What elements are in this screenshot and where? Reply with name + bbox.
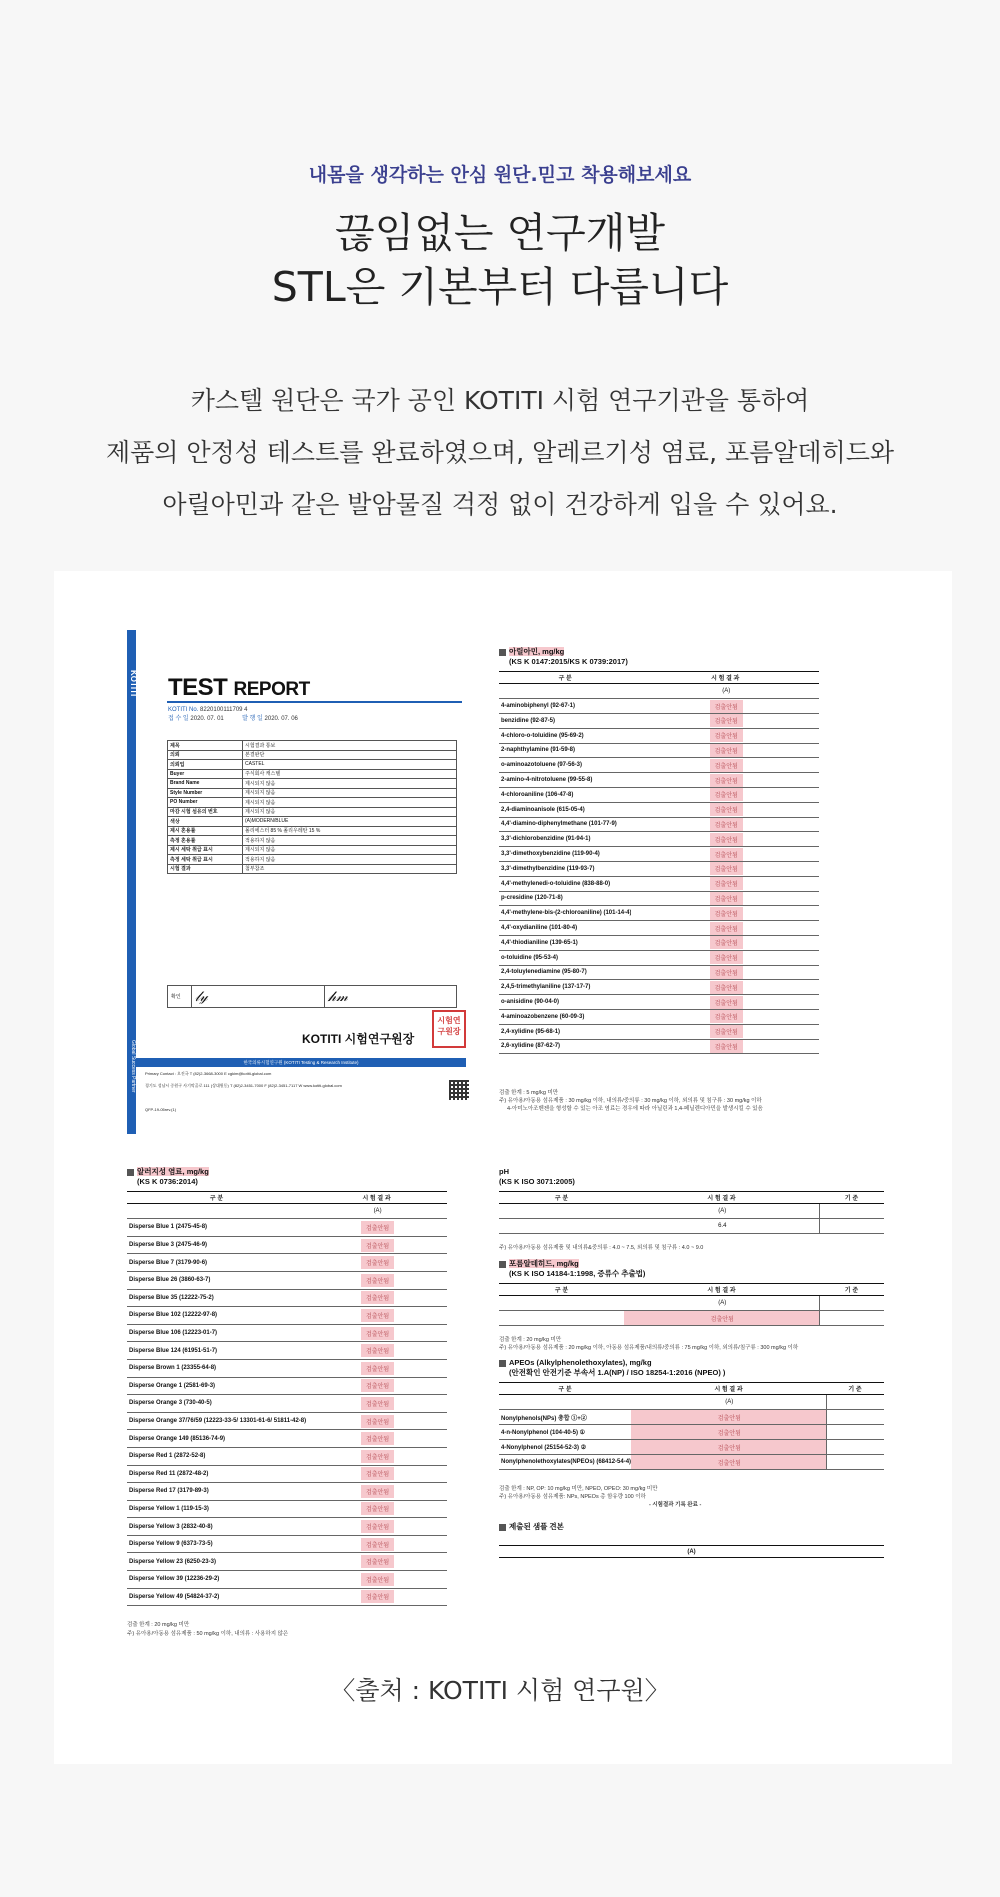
result-row-label: Disperse Blue 124 (61951-51-7) xyxy=(127,1342,306,1360)
result-row xyxy=(499,743,819,758)
result-row-label: Disperse Red 1 (2872-52-8) xyxy=(127,1447,306,1465)
result-row xyxy=(499,995,819,1010)
report-info-label: 제시 세탁 취급 표시 xyxy=(168,845,243,855)
result-row-value: 검출안됨 xyxy=(631,1410,826,1425)
result-row xyxy=(499,699,819,714)
result-row xyxy=(127,1342,447,1360)
report-info-label: Style Number xyxy=(168,788,243,798)
result-row xyxy=(127,1483,447,1501)
result-row xyxy=(499,906,819,921)
formaldehyde-table: 구 분 시 험 결 과 기 준 (A) 검출안됨 xyxy=(499,1283,884,1326)
date-issued-label: 발 행 일 xyxy=(242,716,263,722)
formaldehyde-limit: 검출 한계 : 20 mg/kg 미만 xyxy=(499,1337,562,1343)
report-info-value: 제시되지 않음 xyxy=(243,798,457,808)
report-info-label: PO Number xyxy=(168,798,243,808)
report-info-label: 시험 결과 xyxy=(168,864,243,874)
result-row xyxy=(499,1440,884,1455)
arylamine-method: (KS K 0147:2015/KS K 0739:2017) xyxy=(509,657,628,666)
result-row xyxy=(499,891,819,906)
result-row xyxy=(127,1307,447,1325)
result-row-value: 검출안됨 xyxy=(631,1039,819,1054)
result-row xyxy=(499,713,819,728)
result-row-label: Disperse Blue 3 (2475-46-9) xyxy=(127,1236,306,1254)
result-row xyxy=(499,1410,884,1425)
result-row xyxy=(499,1039,819,1054)
report-info-row xyxy=(168,864,457,874)
result-row-label: 4,4'-methylenedi-o-toluidine (838-88-0) xyxy=(499,876,631,891)
report-info-value: 주식회사 캐스텔 xyxy=(243,769,457,779)
result-row-label: o-anisidine (90-04-0) xyxy=(499,995,631,1010)
report-info-label: 측정 혼용률 xyxy=(168,836,243,846)
result-row-label: 4,4'-oxydianiline (101-80-4) xyxy=(499,921,631,936)
result-row xyxy=(127,1518,447,1536)
result-row-value: 검출안됨 xyxy=(306,1483,447,1501)
report-info-value: 적용하지 않음 xyxy=(243,836,457,846)
result-row xyxy=(127,1289,447,1307)
result-row-value: 검출안됨 xyxy=(631,773,819,788)
report-info-row xyxy=(168,845,457,855)
result-row xyxy=(499,861,819,876)
result-row-value: 검출안됨 xyxy=(631,847,819,862)
result-row-value: 검출안됨 xyxy=(306,1236,447,1254)
source-caption: 〈출처 : KOTITI 시험 연구원〉 xyxy=(330,1676,670,1705)
report-info-row xyxy=(168,817,457,827)
result-row xyxy=(127,1553,447,1571)
result-row-label: Nonylphenolethoxylates(NPEOs) (68412-54-4) xyxy=(499,1455,631,1470)
col-result: 시 험 결 과 xyxy=(631,672,819,684)
apeo-note: 주) 유아용/아동용 섬유제품: NPs, NPEOs 총 함유량 100 이하 xyxy=(499,1494,646,1500)
result-row-label: 3,3'-dimethylbenzidine (119-93-7) xyxy=(499,861,631,876)
result-row-value: 검출안됨 xyxy=(631,1455,826,1470)
result-row-label: Disperse Blue 35 (12222-75-2) xyxy=(127,1289,306,1307)
result-row xyxy=(499,1009,819,1024)
result-row-label: 3,3'-dimethoxybenzidine (119-90-4) xyxy=(499,847,631,862)
report-footer-bar: 한국의류시험연구원 (KOTITI Testing & Research Institute) xyxy=(136,1058,466,1067)
description-line-2: 제품의 안정성 테스트를 완료하였으며, 알레르기성 염료, 포름알데히드와 xyxy=(105,438,895,467)
sample-heading: 제출된 샘플 견본 xyxy=(499,1522,564,1532)
result-row-label: 2,4,5-trimethylaniline (137-17-7) xyxy=(499,980,631,995)
headline xyxy=(0,206,1000,314)
result-row-value: 검출안됨 xyxy=(631,699,819,714)
report-info-label: 제목 xyxy=(168,741,243,751)
report-no: 8220100111709 4 xyxy=(200,707,248,713)
arylamine-limit: 검출 한계 : 5 mg/kg 미만 xyxy=(499,1090,559,1096)
result-row xyxy=(127,1535,447,1553)
headline-line-1: 끊임없는 연구개발 xyxy=(335,209,665,257)
result-row-label: 4-chloro-o-toluidine (95-69-2) xyxy=(499,728,631,743)
ph-formaldehyde-apeo-sheet xyxy=(499,1167,887,1587)
formaldehyde-note: 주) 유아용/아동용 섬유제품 : 20 mg/kg 이하, 아동용 섬유제품/내의류/중의류 : 75 mg/kg 이하, 외의류/침구류 : 300 mg/kg 이하 xyxy=(499,1345,799,1351)
allergenic-dye-heading: 알러지성 염료, mg/kg (KS K 0736:2014) xyxy=(127,1167,467,1187)
result-row-value: 검출안됨 xyxy=(631,980,819,995)
footer-address: 경기도 성남시 중원구 사기막골로 111 (상대원동) T (82)2-3451-7000 F (82)2-3451-7117 W www.kotiti-global.com xyxy=(145,1083,342,1088)
result-row-label: Disperse Yellow 23 (6250-23-3) xyxy=(127,1553,306,1571)
report-info-row xyxy=(168,760,457,770)
report-info-row xyxy=(168,826,457,836)
result-row-label: 4-aminobiphenyl (92-67-1) xyxy=(499,699,631,714)
kicker-text: 내몸을 생각하는 안심 원단.믿고 착용해보세요 xyxy=(308,164,692,186)
result-row xyxy=(499,817,819,832)
ph-note: 주) 유아용/아동용 섬유제품 및 내의류&중의류 : 4.0 ~ 7.5, 외의류 및 침구류 : 4.0 ~ 9.0 xyxy=(499,1245,704,1251)
result-row xyxy=(499,965,819,980)
result-row-label: Disperse Blue 106 (12223-01-7) xyxy=(127,1324,306,1342)
result-row-label: Disperse Yellow 49 (54824-37-2) xyxy=(127,1588,306,1606)
report-info-row xyxy=(168,855,457,865)
report-info-value: 첨부참조 xyxy=(243,864,457,874)
result-row-value: 검출안됨 xyxy=(306,1588,447,1606)
report-info-value: 폴리에스터 85 % 폴리우레탄 15 % xyxy=(243,826,457,836)
result-row-label: Disperse Red 17 (3179-89-3) xyxy=(127,1483,306,1501)
report-info-row xyxy=(168,798,457,808)
report-title-rule xyxy=(167,701,462,703)
report-info-row xyxy=(168,750,457,760)
result-row-value: 검출안됨 xyxy=(306,1307,447,1325)
ph-table: 구 분 시 험 결 과 기 준 (A) 6.4 xyxy=(499,1191,884,1234)
footer-code: QFP-19-05rev.(1) xyxy=(145,1107,177,1112)
result-row-value: 검출안됨 xyxy=(631,950,819,965)
report-info-label: 제시 혼용률 xyxy=(168,826,243,836)
result-row-value: 검출안됨 xyxy=(631,965,819,980)
report-no-label: KOTITI No. xyxy=(168,707,199,713)
result-row-value: 검출안됨 xyxy=(306,1342,447,1360)
result-row-value: 검출안됨 xyxy=(306,1500,447,1518)
formaldehyde-result: 검출안됨 xyxy=(624,1311,819,1326)
report-info-row xyxy=(168,807,457,817)
result-row-value: 검출안됨 xyxy=(306,1359,447,1377)
official-seal: 시험연구원장 xyxy=(432,1010,466,1048)
report-meta xyxy=(168,706,298,724)
result-row xyxy=(499,787,819,802)
result-row-label: Disperse Orange 3 (730-40-5) xyxy=(127,1395,306,1413)
report-side-text: Global Success Partner xyxy=(130,1040,136,1093)
apeo-end: - 시험결과 기록 완료 - xyxy=(649,1502,702,1508)
result-row-label: 2-amino-4-nitrotoluene (99-55-8) xyxy=(499,773,631,788)
arylamine-heading: 아릴아민, mg/kg (KS K 0147:2015/KS K 0739:2017) xyxy=(499,647,882,667)
footer-contact: Primary Contact : 오진국 T (82)2-3668-3000 E cgkim@kotiti-global.com xyxy=(145,1071,272,1076)
result-row-label: Disperse Orange 1 (2581-69-3) xyxy=(127,1377,306,1395)
result-row-value: 검출안됨 xyxy=(306,1412,447,1430)
report-info-value: 제시되지 않음 xyxy=(243,779,457,789)
result-row-value: 검출안됨 xyxy=(631,1440,826,1455)
report-info-value: 제시되지 않음 xyxy=(243,807,457,817)
result-row-label: Disperse Yellow 3 (2832-40-8) xyxy=(127,1518,306,1536)
report-info-label: 의뢰업 xyxy=(168,760,243,770)
result-row-value: 검출안됨 xyxy=(631,891,819,906)
allergenic-dye-table: 구 분 시 험 결 과 (A) Disperse Blue 1 (2475-45-8) 검출안됨 Disperse Blue 3 (2475-46-9) 검출안됨 Disperse Blue 7 (3179-90-6) 검출안됨 Disperse Blue 26 (3860-63-7) 검출안됨 Disperse Blue 35 (12222-75-2) 검출안됨 Disperse Blue 102 (12222-97-8) 검출안됨 Disperse Blue 106 (12223-01-7) 검출안됨 Disperse Blue 124 (61951-51-7) 검출안됨 Disperse Brown 1 (23355-64-8) 검출안됨 Disperse Orange 1 (2581-69-3) 검출안됨 Disperse Orange 3 (730-40-5) 검출안됨 Disperse Orange 37/76/59 (12223-33-5/ 13301-61-6/ 51811-42-8) 검출안됨 Disperse Orange 149 (85136-74-9) 검출안됨 Disperse Red 1 (2872-52-8) 검출안됨 Disperse Red 11 (2872-48-2) 검출안됨 Disperse Red 17 (3179-89-3) 검출안됨 Disperse Yellow 1 (119-15-3) 검출안됨 Disperse Yellow 3 (2832-40-8) 검출안됨 Disperse Yellow 9 (6373-73-5) 검출안됨 Disperse Yellow 23 (6250-23-3) 검출안됨 Disperse Yellow 39 (12236-29-2) 검출안됨 Disperse Yellow 49 (54824-37-2) 검출안됨 xyxy=(127,1191,447,1606)
report-info-label: Brand Name xyxy=(168,779,243,789)
result-row-label: 4-aminoazobenzene (60-09-3) xyxy=(499,1009,631,1024)
result-row-value: 검출안됨 xyxy=(631,743,819,758)
formaldehyde-heading: 포름알데히드, mg/kg (KS K ISO 14184-1:1998, 증류수 추출법) xyxy=(499,1259,645,1279)
result-row xyxy=(127,1571,447,1589)
date-issued: 2020. 07. 06 xyxy=(264,716,298,722)
result-row-value: 검출안됨 xyxy=(306,1219,447,1237)
allergenic-dye-limit: 검출 한계 : 20 mg/kg 미만 xyxy=(127,1622,190,1628)
result-row-label: 2,6-xylidine (87-62-7) xyxy=(499,1039,631,1054)
sample-label: (A) xyxy=(499,1545,884,1558)
description-line-3: 아릴아민과 같은 발암물질 걱정 없이 건강하게 입을 수 있어요. xyxy=(162,490,838,519)
report-info-row xyxy=(168,741,457,751)
result-row-label: Disperse Blue 1 (2475-45-8) xyxy=(127,1219,306,1237)
result-row xyxy=(127,1447,447,1465)
test-report-cover xyxy=(127,630,477,1134)
report-info-value: 제시되지 않음 xyxy=(243,845,457,855)
arylamine-sheet xyxy=(499,647,882,1117)
result-row-value: 검출안됨 xyxy=(631,906,819,921)
result-row xyxy=(127,1254,447,1272)
description-line-1: 카스텔 원단은 국가 공인 KOTITI 시험 연구기관을 통하여 xyxy=(190,386,810,415)
result-row-label: Disperse Blue 102 (12222-97-8) xyxy=(127,1307,306,1325)
qr-code xyxy=(449,1080,469,1100)
result-row-label: Disperse Orange 149 (85136-74-9) xyxy=(127,1430,306,1448)
result-row xyxy=(127,1271,447,1289)
result-row-label: 2-naphthylamine (91-59-8) xyxy=(499,743,631,758)
result-row-value: 검출안됨 xyxy=(631,921,819,936)
result-row-label: Disperse Blue 7 (3179-90-6) xyxy=(127,1254,306,1272)
report-info-label: 색상 xyxy=(168,817,243,827)
report-title-test: TEST xyxy=(168,674,228,701)
result-row xyxy=(127,1588,447,1606)
result-row-label: Disperse Orange 37/76/59 (12223-33-5/ 13301-61-6/ 51811-42-8) xyxy=(127,1412,306,1430)
result-row xyxy=(499,847,819,862)
result-row-label: benzidine (92-87-5) xyxy=(499,713,631,728)
arylamine-note: 주) 유아용/아동용 섬유제품 : 30 mg/kg 이하, 내의류/중의류 : 30 mg/kg 이하, 외의류 및 침구류 : 30 mg/kg 이하 xyxy=(499,1098,762,1104)
date-received-label: 접 수 일 xyxy=(168,716,189,722)
result-row-label: 2,4-toluylenediamine (95-80-7) xyxy=(499,965,631,980)
result-row-value: 검출안됨 xyxy=(306,1465,447,1483)
result-row-value: 검출안됨 xyxy=(631,1009,819,1024)
description xyxy=(0,375,1000,531)
result-row-value: 검출안됨 xyxy=(631,1024,819,1039)
report-info-label: Buyer xyxy=(168,769,243,779)
result-row xyxy=(499,773,819,788)
result-row-label: o-aminoazotoluene (97-56-3) xyxy=(499,758,631,773)
report-info-label: 측정 세탁 취급 표시 xyxy=(168,855,243,865)
result-row xyxy=(499,1024,819,1039)
result-row-value: 검출안됨 xyxy=(306,1289,447,1307)
result-row xyxy=(499,980,819,995)
report-info-row xyxy=(168,836,457,846)
result-row xyxy=(499,758,819,773)
result-row-label: Disperse Yellow 39 (12236-29-2) xyxy=(127,1571,306,1589)
report-info-row xyxy=(168,779,457,789)
date-received: 2020. 07. 01 xyxy=(190,716,224,722)
result-row-value: 검출안됨 xyxy=(306,1535,447,1553)
result-row-label: Disperse Red 11 (2872-48-2) xyxy=(127,1465,306,1483)
report-info-value: 본결완단 xyxy=(243,750,457,760)
sample-a: (A) xyxy=(631,684,819,699)
report-title-report: REPORT xyxy=(233,679,310,700)
result-row-value: 검출안됨 xyxy=(631,758,819,773)
result-row-label: Disperse Yellow 9 (6373-73-5) xyxy=(127,1535,306,1553)
signature-2: 𝒽𝓂 xyxy=(325,986,457,1008)
ph-value: 6.4 xyxy=(624,1219,819,1234)
report-info-row xyxy=(168,769,457,779)
result-row-label: Nonylphenols(NPs) 총합 ①+② xyxy=(499,1410,631,1425)
result-row-value: 검출안됨 xyxy=(306,1254,447,1272)
report-info-value: (A)MODERN/BLUE xyxy=(243,817,457,827)
result-row-value: 검출안됨 xyxy=(306,1430,447,1448)
kotiti-logo: KOTITI xyxy=(129,670,138,697)
result-row-value: 검출안됨 xyxy=(306,1553,447,1571)
result-row-value: 검출안됨 xyxy=(631,876,819,891)
result-row xyxy=(127,1500,447,1518)
result-row-value: 검출안됨 xyxy=(306,1377,447,1395)
result-row-value: 검출안됨 xyxy=(631,1425,826,1440)
result-row xyxy=(499,1425,884,1440)
result-row-value: 검출안됨 xyxy=(631,817,819,832)
result-row-value: 검출안됨 xyxy=(306,1518,447,1536)
ph-heading: pH (KS K ISO 3071:2005) xyxy=(499,1167,575,1186)
report-info-table xyxy=(167,740,457,874)
result-row-label: 4-Nonylphenol (25154-52-3) ② xyxy=(499,1440,631,1455)
result-row xyxy=(499,832,819,847)
result-row xyxy=(127,1377,447,1395)
report-info-value: 시험결과 통보 xyxy=(243,741,457,751)
report-info-label: 마감 시험 섬유의 번호 xyxy=(168,807,243,817)
result-row-label: p-cresidine (120-71-8) xyxy=(499,891,631,906)
report-info-label: 의뢰 xyxy=(168,750,243,760)
result-row-label: 4-n-Nonylphenol (104-40-5) ① xyxy=(499,1425,631,1440)
result-row-label: Disperse Yellow 1 (119-15-3) xyxy=(127,1500,306,1518)
result-row xyxy=(127,1430,447,1448)
result-row xyxy=(127,1395,447,1413)
result-row-label: 4,4'-thiodianiline (139-65-1) xyxy=(499,935,631,950)
result-row xyxy=(127,1465,447,1483)
result-row-value: 검출안됨 xyxy=(631,832,819,847)
result-row xyxy=(127,1236,447,1254)
result-row-label: 2,4-diaminoanisole (615-05-4) xyxy=(499,802,631,817)
result-row-label: o-toluidine (95-53-4) xyxy=(499,950,631,965)
certificate-panel xyxy=(54,571,952,1764)
result-row-value: 검출안됨 xyxy=(631,995,819,1010)
report-info-value: 제시되지 않음 xyxy=(243,788,457,798)
result-row-value: 검출안됨 xyxy=(306,1324,447,1342)
result-row-value: 검출안됨 xyxy=(306,1271,447,1289)
result-row xyxy=(499,802,819,817)
result-row-label: 4-chloroaniline (106-47-8) xyxy=(499,787,631,802)
result-row xyxy=(127,1359,447,1377)
arylamine-table xyxy=(499,671,819,1054)
result-row xyxy=(499,921,819,936)
col-category: 구 분 xyxy=(499,672,631,684)
headline-line-2: STL은 기본부터 다릅니다 xyxy=(271,263,729,311)
result-row-value: 검출안됨 xyxy=(306,1571,447,1589)
result-row-value: 검출안됨 xyxy=(631,861,819,876)
result-row-label: Disperse Blue 26 (3860-63-7) xyxy=(127,1271,306,1289)
result-row-label: 4,4'-diamino-diphenylmethane (101-77-9) xyxy=(499,817,631,832)
result-row xyxy=(127,1324,447,1342)
allergenic-dye-sheet xyxy=(127,1167,467,1647)
apeo-table: 구 분 시 험 결 과 기 준 (A) Nonylphenols(NPs) 총합 ①+② 검출안됨 4-n-Nonylphenol (104-40-5) ① 검출안됨 4-Nonylphenol (25154-52-3) ② 검출안됨 Nonylphenolethoxylates(NPEOs) (68412-54-4) 검출안됨 xyxy=(499,1382,884,1470)
report-info-value: 적용하지 않음 xyxy=(243,855,457,865)
allergenic-dye-note: 주) 유아용/아동용 섬유제품 : 50 mg/kg 이하, 내의류 : 사용하지 않은 xyxy=(127,1631,289,1637)
result-row-value: 검출안됨 xyxy=(306,1395,447,1413)
signature-table xyxy=(167,985,457,1008)
result-row-label: 4,4'-methylene-bis-(2-chloroaniline) (101-14-4) xyxy=(499,906,631,921)
result-row-label: Disperse Brown 1 (23355-64-8) xyxy=(127,1359,306,1377)
apeo-heading: APEOs (Alkylphenolethoxylates), mg/kg (안전확인 안전기준 부속서 1.A(NP) / ISO 18254-1:2016 (NPEO) ) xyxy=(499,1358,725,1378)
result-row xyxy=(127,1219,447,1237)
result-row-value: 검출안됨 xyxy=(631,728,819,743)
result-row xyxy=(499,728,819,743)
result-row-value: 검출안됨 xyxy=(631,802,819,817)
signature-1: 𝓁𝓎 xyxy=(192,986,325,1008)
result-row-label: 2,4-xylidine (95-68-1) xyxy=(499,1024,631,1039)
result-row xyxy=(499,876,819,891)
report-info-row xyxy=(168,788,457,798)
director-name: KOTITI 시험연구원장 xyxy=(302,1032,415,1046)
result-row-value: 검출안됨 xyxy=(306,1447,447,1465)
sign-label: 확인 xyxy=(168,986,192,1008)
arylamine-note-2: 4-아미노아조벤젠을 형성할 수 있는 아조 염료는 경우에 따라 아닐린과 1,4-페닐렌디아민을 발생시킬 수 있음 xyxy=(507,1106,763,1112)
result-row xyxy=(499,950,819,965)
result-row-value: 검출안됨 xyxy=(631,935,819,950)
result-row xyxy=(127,1412,447,1430)
report-info-value: CASTEL xyxy=(243,760,457,770)
result-row-label: 3,3'-dichlorobenzidine (91-94-1) xyxy=(499,832,631,847)
report-title xyxy=(168,674,310,702)
result-row xyxy=(499,935,819,950)
result-row xyxy=(499,1455,884,1470)
apeo-limit: 검출 한계 : NP, OP: 10 mg/kg 미만, NPEO, OPEO: 30 mg/kg 미만 xyxy=(499,1486,658,1492)
result-row-value: 검출안됨 xyxy=(631,713,819,728)
result-row-value: 검출안됨 xyxy=(631,787,819,802)
